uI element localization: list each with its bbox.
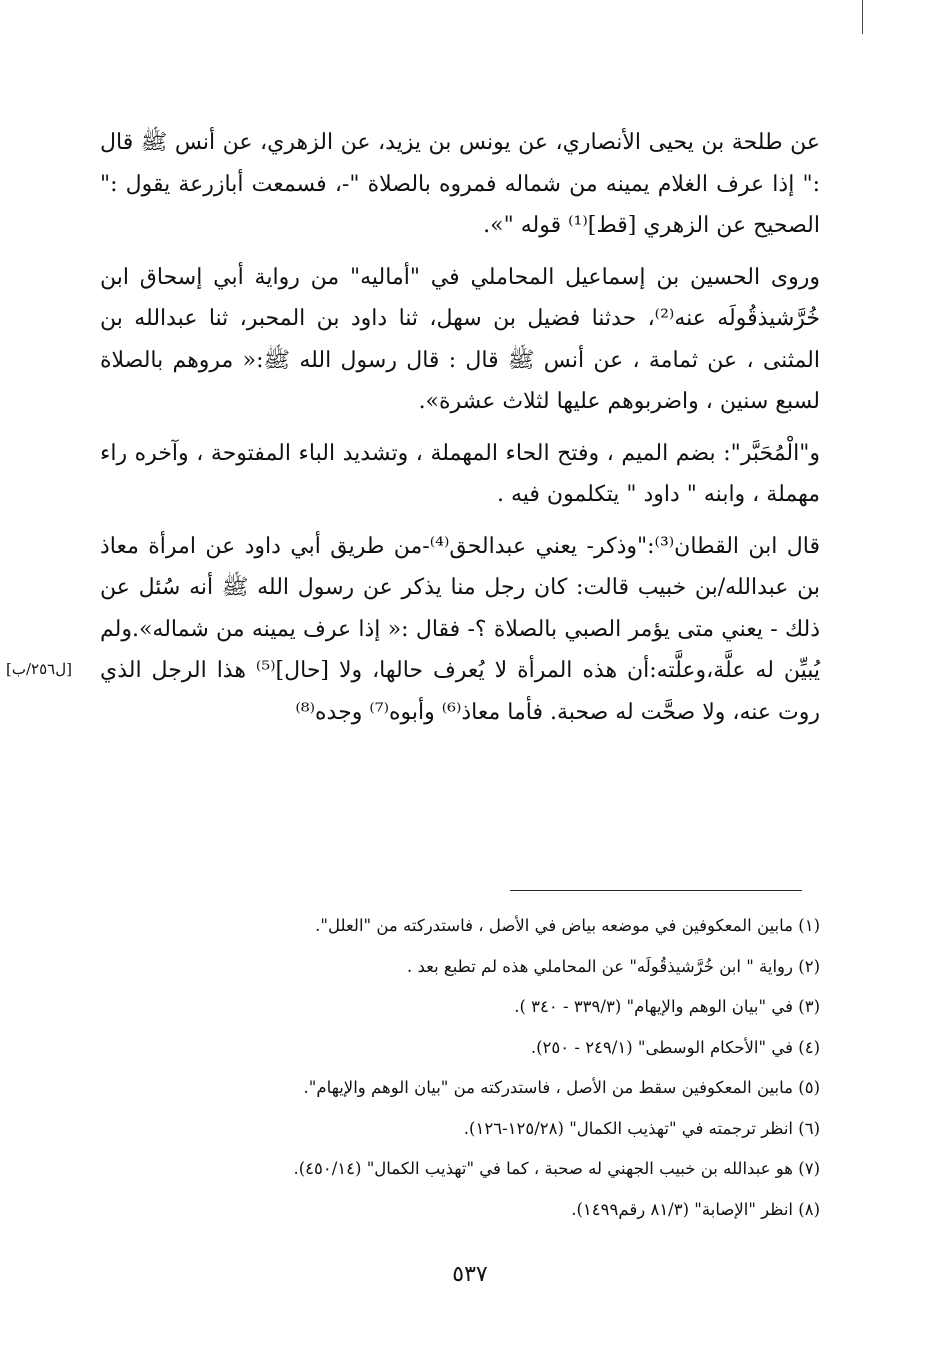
paragraph-3: و"الْمُحَبَّر": بضم الميم ، وفتح الحاء المهملة ، وتشديد الباء المفتوحة ، وآخره راء مهملة ، وابنه " داود " يتكلمون فيه . (100, 440, 820, 507)
footnote-1: (١) مابين المعكوفين في موضعه بياض في الأصل ، فاستدركته من "العلل". (315, 916, 820, 935)
footnote-8: (٨) انظر "الإصابة" (٨١/٣ رقم١٤٩٩). (571, 1199, 820, 1219)
footnote-2: (٢) رواية " ابن خُرَّشيذقُولَه" عن المحاملي هذه لم تطبع بعد . (406, 956, 820, 976)
paragraph-1: عن طلحة بن يحيى الأنصاري، عن يونس بن يزيد، عن الزهري، عن أنس ﷺ قال :" إذا عرف الغلام يمينه من شماله فمروه بالصلاة "-، فسمعت أبازرعة يقول :" الصحيح عن الزهري [قط]⁽¹⁾ قوله "». (100, 130, 820, 238)
page-number: ٥٣٧ (452, 1262, 488, 1287)
footnotes (160, 906, 820, 1230)
footnote-5: (٥) مابين المعكوفين سقط من الأصل ، فاستدركته من "بيان الوهم والإيهام". (303, 1078, 820, 1097)
footnote-6: (٦) انظر ترجمته في "تهذيب الكمال" (١٢٥/٢٨-١٢٦). (463, 1118, 820, 1138)
manuscript-folio-note: [ل٢٥٦/ب] (6, 660, 72, 678)
scan-edge-mark (862, 0, 864, 34)
footnote-3: (٣) في "بيان الوهم والإيهام" (٣٣٩/٣ - ٣٤٠ ). (514, 997, 820, 1016)
main-text (100, 122, 820, 733)
paragraph-2: وروى الحسين بن إسماعيل المحاملي في "أماليه" من رواية أبي إسحاق ابن خُرَّشيذقُولَه عنه⁽²⁾، حدثنا فضيل بن سهل، ثنا داود بن المحبر، ثنا عبدالله بن المثنى ، عن ثمامة ، عن أنس ﷺ قال : قال رسول الله ﷺ:« مروهم بالصلاة لسبع سنين ، واضربوهم عليها لثلاث عشرة». (100, 264, 820, 414)
footnote-separator (510, 890, 802, 891)
footnote-4: (٤) في "الأحكام الوسطى" (٢٤٩/١ - ٢٥٠). (530, 1037, 820, 1057)
paragraph-4: قال ابن القطان⁽³⁾:"وذكر- يعني عبدالحق⁽⁴⁾-من طريق أبي داود عن امرأة معاذ بن عبدالله/بن خبيب قالت: كان رجل منا يذكر عن رسول الله ﷺ أنه سُئل عن ذلك - يعني متى يؤمر الصبي بالصلاة ؟- فقال :« إذا عرف يمينه من شماله».ولم يُبيِّن له علَّة،وعلَّته:أن هذه المرأة لا يُعرف حالها، ولا [حال]⁽⁵⁾ هذا الرجل الذي روت عنه، ولا صحَّت له صحبة. فأما معاذ⁽⁶⁾ وأبوه⁽⁷⁾ وجده⁽⁸⁾ (100, 533, 820, 725)
footnote-7: (٧) هو عبدالله بن خبيب الجهني له صحبة ، كما في "تهذيب الكمال" (٤٥٠/١٤). (293, 1159, 820, 1178)
